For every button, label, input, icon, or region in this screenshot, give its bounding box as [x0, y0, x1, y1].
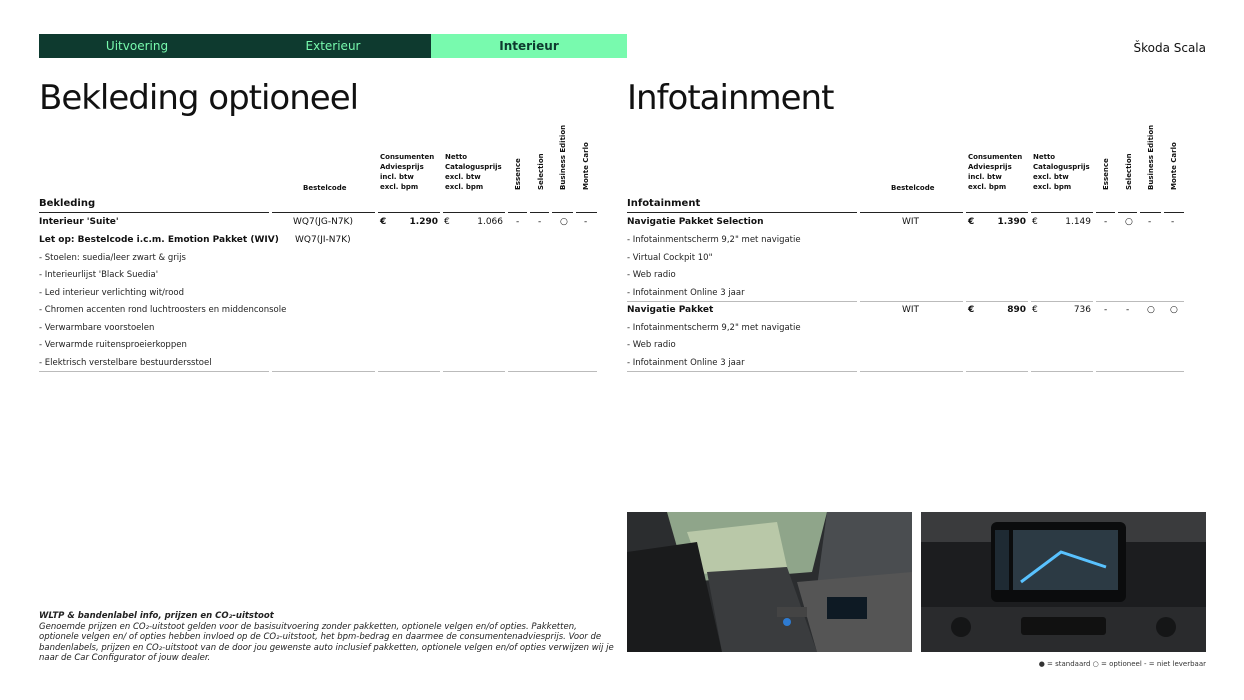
wltp-title: WLTP & bandenlabel info, prijzen en CO₂-uitstoot — [39, 611, 274, 621]
interior-photo-navigation — [921, 512, 1206, 652]
trim-montecarlo-left: Monte Carlo — [582, 142, 590, 190]
trim-business-left: Business Edition — [559, 124, 567, 190]
trim-selection-left: Selection — [537, 153, 545, 190]
availability-legend: ● = standaard ○ = optioneel - = niet leverbaar — [1038, 660, 1206, 668]
list-item: - Verwarmde ruitensproeierkoppen — [39, 340, 187, 350]
list-item: - Interieurlijst 'Black Suedia' — [39, 270, 159, 280]
availability-mark: - — [1104, 305, 1108, 315]
package-code: WIT — [902, 217, 920, 227]
availability-mark: ○ — [560, 217, 568, 227]
page-title-right: Infotainment — [627, 78, 834, 118]
netto-price: 1.066 — [477, 217, 503, 227]
availability-mark: ○ — [1147, 305, 1155, 315]
netto-price: 1.149 — [1065, 217, 1091, 227]
currency-symbol: € — [380, 217, 387, 227]
list-item: - Infotainment Online 3 jaar — [627, 358, 745, 368]
list-item: - Verwarmbare voorstoelen — [39, 323, 155, 333]
trim-essence-left: Essence — [514, 158, 522, 190]
option-note: Let op: Bestelcode i.c.m. Emotion Pakket (WIV) — [39, 235, 279, 245]
currency-symbol: € — [968, 217, 975, 227]
availability-mark: - — [1148, 217, 1152, 227]
consumer-price: 1.390 — [997, 217, 1026, 227]
consumer-price: 890 — [1007, 305, 1026, 315]
col-netto-right: Netto Catalogusprijs excl. btw excl. bpm — [1033, 153, 1090, 191]
list-item: - Chromen accenten rond luchtroosters en middenconsole — [39, 305, 287, 315]
trim-selection-right: Selection — [1125, 153, 1133, 190]
availability-mark: - — [1126, 305, 1130, 315]
list-item: - Web radio — [627, 270, 676, 280]
wltp-disclaimer — [39, 611, 619, 664]
brand-model-name: Škoda Scala — [1133, 41, 1206, 55]
availability-mark: - — [516, 217, 520, 227]
col-bestelcode-right: Bestelcode — [891, 184, 935, 192]
section-heading-right: Infotainment — [627, 198, 701, 209]
trim-business-right: Business Edition — [1147, 124, 1155, 190]
option-code: WQ7(JI-N7K) — [295, 235, 351, 245]
section-tabs — [39, 34, 627, 58]
option-name: Interieur 'Suite' — [39, 217, 119, 227]
tab-exterieur[interactable]: Exterieur — [235, 34, 431, 58]
availability-mark: - — [1171, 217, 1175, 227]
interior-photo-seats — [627, 512, 912, 652]
netto-price: 736 — [1073, 305, 1091, 315]
list-item: - Elektrisch verstelbare bestuurdersstoel — [39, 358, 212, 368]
list-item: - Stoelen: suedia/leer zwart & grijs — [39, 253, 186, 263]
page-title-left: Bekleding optioneel — [39, 78, 359, 118]
package-name: Navigatie Pakket Selection — [627, 217, 764, 227]
consumer-price: 1.290 — [409, 217, 438, 227]
list-item: - Virtual Cockpit 10" — [627, 253, 713, 263]
list-item: - Infotainment Online 3 jaar — [627, 288, 745, 298]
currency-symbol: € — [1032, 217, 1038, 227]
availability-mark: ○ — [1125, 217, 1133, 227]
list-item: - Infotainmentscherm 9,2" met navigatie — [627, 323, 801, 333]
package-name: Navigatie Pakket — [627, 305, 714, 315]
currency-symbol: € — [1032, 305, 1038, 315]
wltp-text: Genoemde prijzen en CO₂-uitstoot gelden voor de basisuitvoering zonder pakketten, optionele velgen en/of opties. Pakketten, optionele velgen en/ of opties hebben invloed op de CO₂-uitstoot, het bpm-bedrag en daarmee de consumentenadviesprijs. Voor de bandenlabels, prijzen en CO₂-uitstoot van de door jou gewenste auto inclusief pakketten, optionele velgen en/of opties verwijzen wij je naar de Car Configurator of jouw dealer. — [39, 621, 614, 663]
availability-mark: - — [584, 217, 588, 227]
trim-montecarlo-right: Monte Carlo — [1170, 142, 1178, 190]
availability-mark: - — [1104, 217, 1108, 227]
col-netto-left: Netto Catalogusprijs excl. btw excl. bpm — [445, 153, 502, 191]
currency-symbol: € — [968, 305, 975, 315]
tab-interieur[interactable]: Interieur — [431, 34, 627, 58]
section-heading-left: Bekleding — [39, 198, 96, 209]
package-code: WIT — [902, 305, 920, 315]
col-bestelcode-left: Bestelcode — [303, 184, 347, 192]
tab-uitvoering[interactable]: Uitvoering — [39, 34, 235, 58]
availability-mark: - — [538, 217, 542, 227]
trim-essence-right: Essence — [1102, 158, 1110, 190]
list-item: - Infotainmentscherm 9,2" met navigatie — [627, 235, 801, 245]
list-item: - Led interieur verlichting wit/rood — [39, 288, 184, 298]
list-item: - Web radio — [627, 340, 676, 350]
option-code: WQ7(JG-N7K) — [293, 217, 353, 227]
col-consumer-left: Consumenten Adviesprijs incl. btw excl. bpm — [380, 153, 435, 191]
availability-mark: ○ — [1170, 305, 1178, 315]
col-consumer-right: Consumenten Adviesprijs incl. btw excl. bpm — [968, 153, 1023, 191]
currency-symbol: € — [444, 217, 450, 227]
